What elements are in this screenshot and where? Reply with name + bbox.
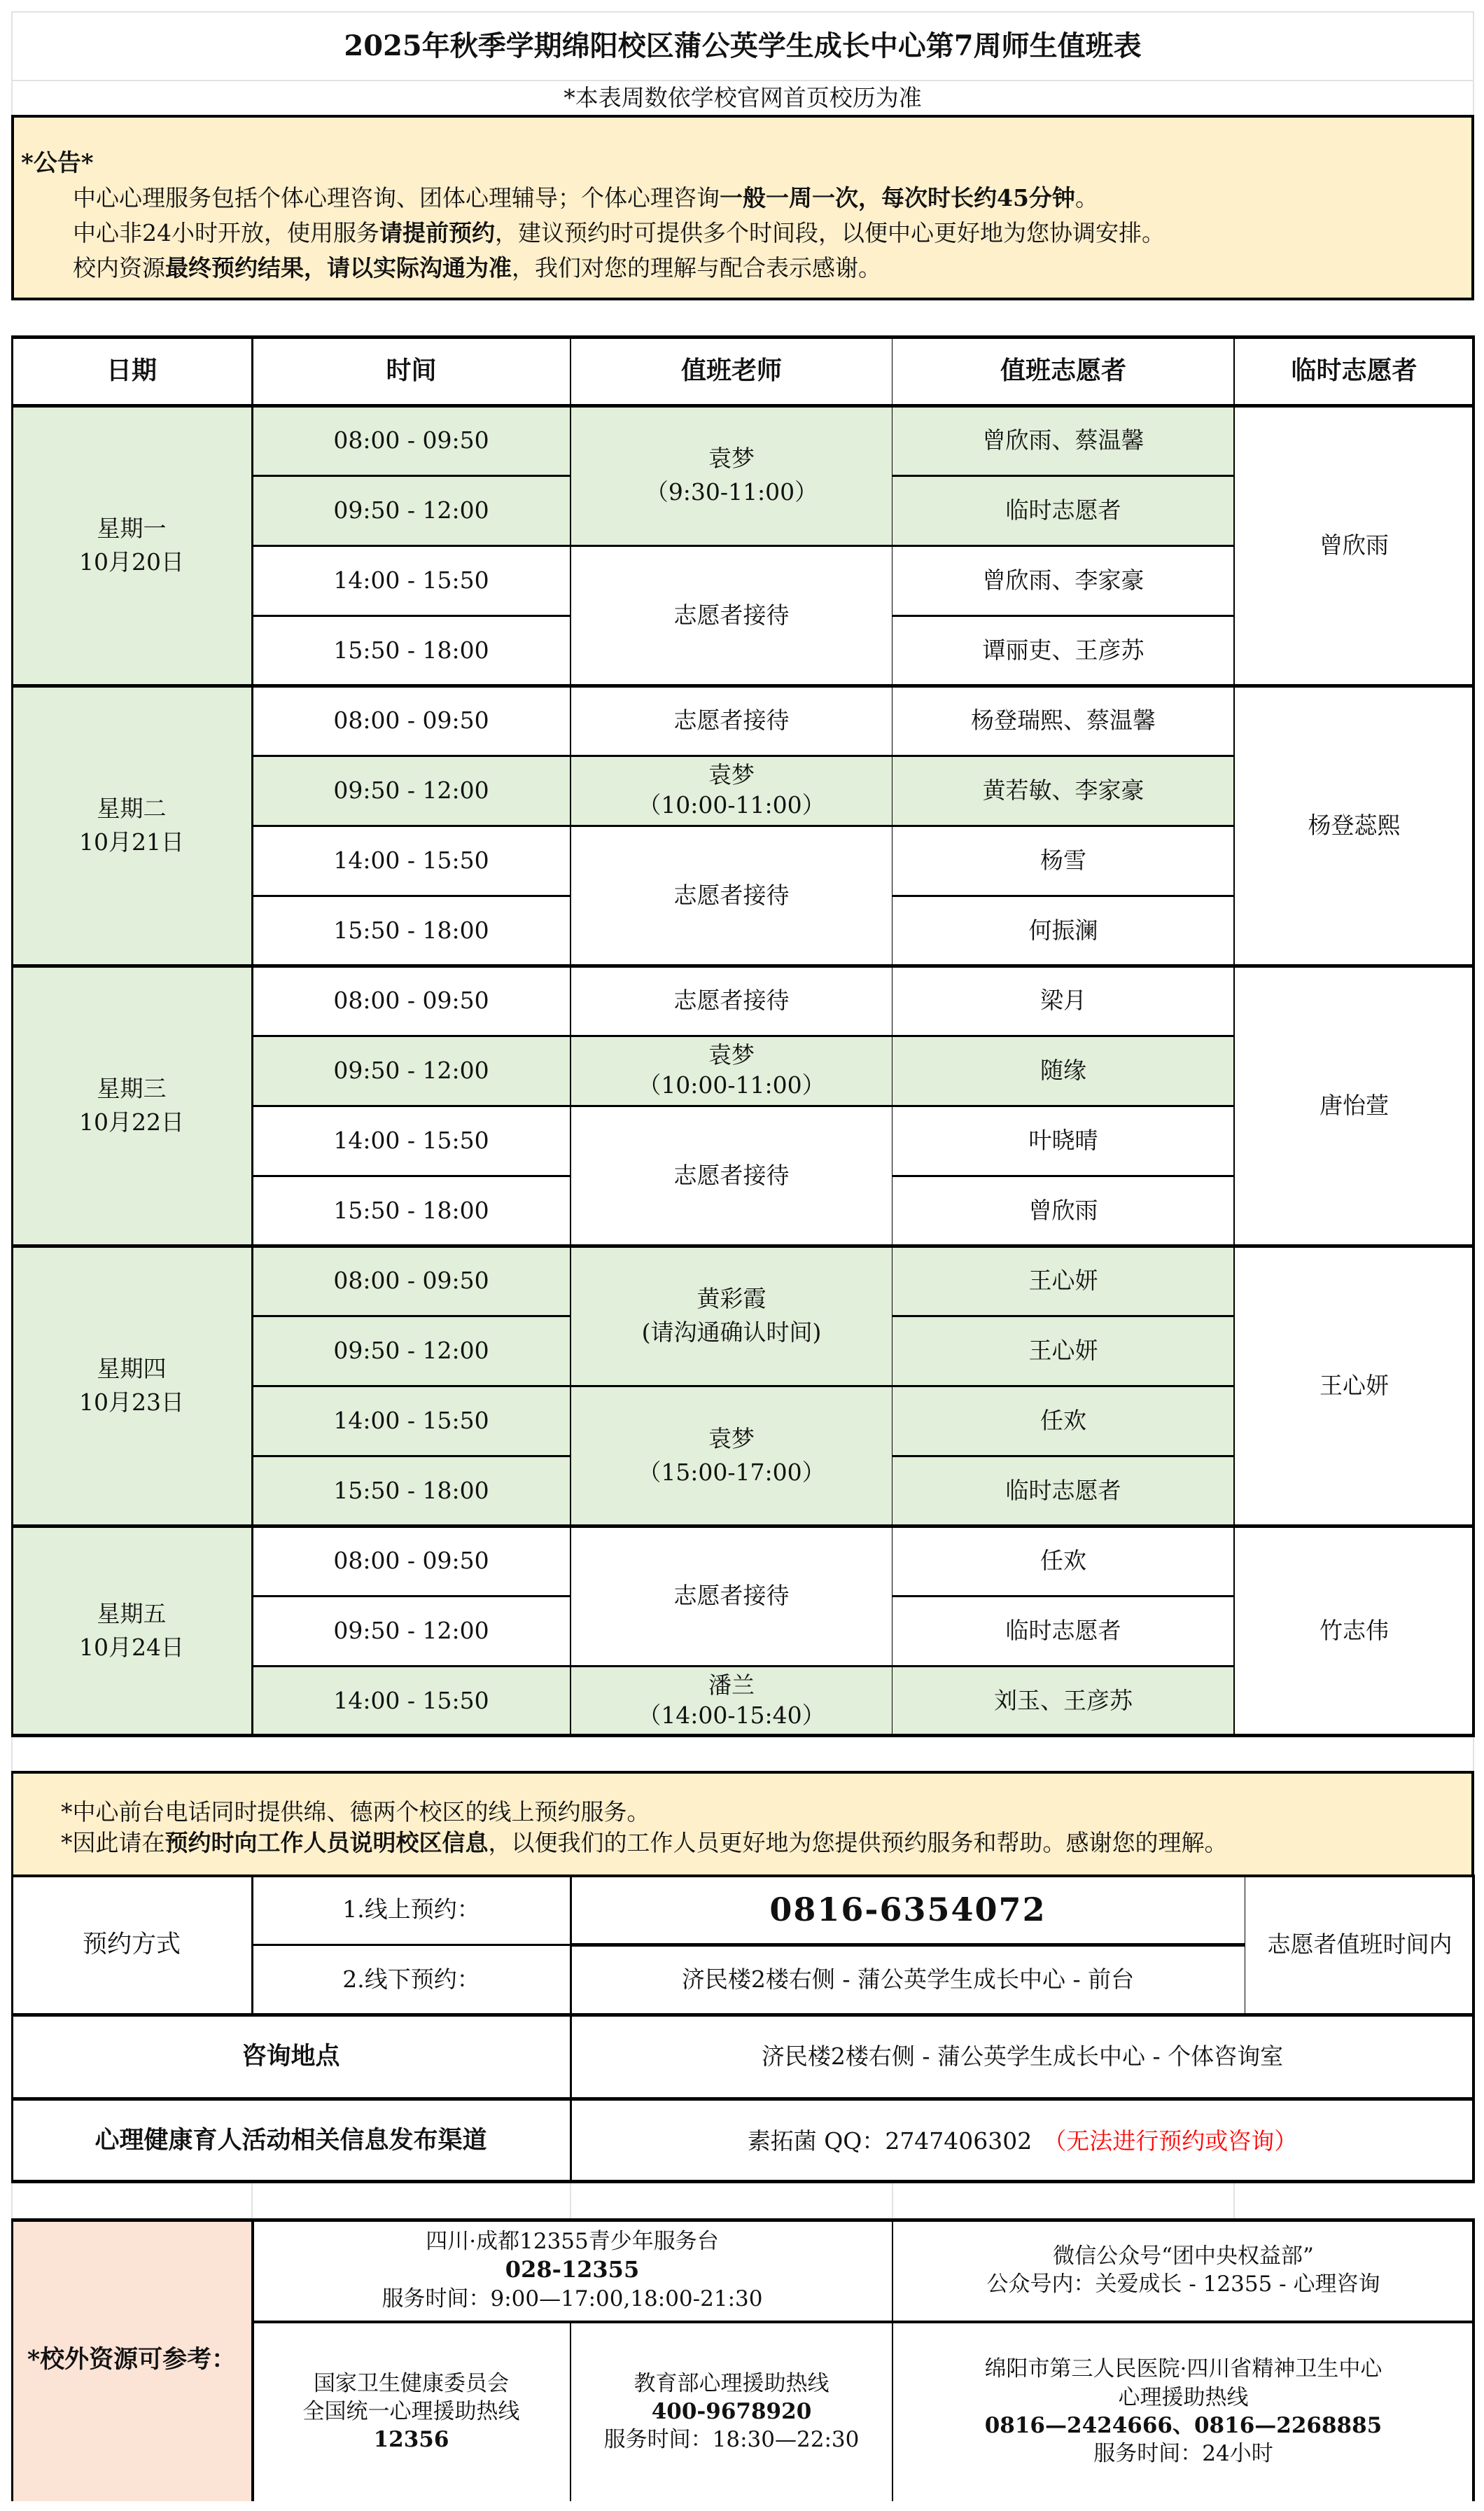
resource-hours: 服务时间：18:30—22:30 xyxy=(603,2427,860,2453)
border xyxy=(1472,2218,1475,2501)
notice2-emphasis: 预约时向工作人员说明校区信息 xyxy=(164,1829,489,1856)
border xyxy=(892,2218,893,2501)
border xyxy=(892,1455,1234,1457)
border xyxy=(11,2180,1474,2183)
volunteer-cell: 刘玉、王彦苏 xyxy=(892,1666,1234,1736)
teacher-cell xyxy=(570,686,892,756)
time-slot: 15:50 - 18:00 xyxy=(252,615,570,686)
border xyxy=(252,825,570,827)
border xyxy=(892,825,1234,827)
time-slot: 15:50 - 18:00 xyxy=(252,1176,570,1246)
border xyxy=(11,404,1474,408)
grid-line xyxy=(1233,2183,1235,2218)
border xyxy=(11,1874,13,2183)
teacher-cell xyxy=(570,1666,892,1736)
teacher-name: 志愿者接待 xyxy=(673,1582,790,1610)
teacher-hours: (请沟通确认时间) xyxy=(641,1319,822,1346)
border xyxy=(252,1105,570,1107)
channel-label: 心理健康育人活动相关信息发布渠道 xyxy=(94,2126,487,2155)
day-cell-tuesday xyxy=(11,686,252,966)
notice-heading: *公告* xyxy=(21,149,94,177)
chengdu-12355-cell xyxy=(252,2218,892,2322)
border xyxy=(11,2013,1474,2017)
notice-line-1 xyxy=(21,181,1471,216)
day-cell-thursday xyxy=(11,1246,252,1526)
notice2-line-1: *中心前台电话同时提供绵、德两个校区的线上预约服务。 xyxy=(61,1798,650,1825)
border xyxy=(252,1035,570,1037)
border xyxy=(11,335,1474,339)
time-slot: 14:00 - 15:50 xyxy=(252,826,570,896)
volunteer-cell: 梁月 xyxy=(892,966,1234,1036)
teacher-name: 潘兰 xyxy=(708,1671,755,1699)
time-slot: 09:50 - 12:00 xyxy=(252,756,570,826)
notice-text: ，我们对您的理解与配合表示感谢。 xyxy=(512,254,881,281)
border xyxy=(892,475,1234,477)
notice-line-2 xyxy=(21,216,1471,251)
teacher-hours: （14:00-15:40） xyxy=(638,1702,825,1729)
border xyxy=(570,545,892,547)
header-volunteer: 值班志愿者 xyxy=(892,335,1234,405)
notice2-text: *因此请在 xyxy=(61,1829,165,1856)
resource-hours: 服务时间：9:00—17:00,18:00-21:30 xyxy=(382,2286,763,2311)
wechat-cell xyxy=(892,2218,1474,2322)
day-label: 星期一 xyxy=(97,515,167,543)
booking-phone[interactable]: 0816-6354072 xyxy=(769,1890,1046,1928)
teacher-cell xyxy=(570,545,892,686)
date-label: 10月23日 xyxy=(79,1389,184,1416)
border xyxy=(892,895,1234,897)
time-slot: 08:00 - 09:50 xyxy=(252,966,570,1036)
time-slot: 14:00 - 15:50 xyxy=(252,545,570,615)
teacher-name: 袁梦 xyxy=(708,1425,755,1453)
notice-text: 中心心理服务包括个体心理咨询、团体心理辅导；个体心理咨询 xyxy=(73,184,720,211)
channel-qq[interactable]: 素拓菌 QQ：2747406302 xyxy=(747,2127,1032,2155)
border xyxy=(892,1035,1234,1037)
grid-line xyxy=(892,2183,893,2218)
border xyxy=(892,615,1234,617)
border xyxy=(570,1105,892,1107)
day-cell-wednesday xyxy=(11,966,252,1246)
page-subtitle: *本表周数依学校官网首页校历为准 xyxy=(564,84,922,112)
notice-text: ，建议预约时可提供多个时间段，以便中心更好地为您协调安排。 xyxy=(495,219,1165,246)
border xyxy=(252,1175,570,1177)
resource-name: 教育部心理援助热线 xyxy=(634,2370,830,2396)
border xyxy=(252,1385,570,1387)
border xyxy=(252,895,570,897)
day-label: 星期三 xyxy=(97,1075,167,1103)
teacher-hours: （15:00-17:00） xyxy=(638,1459,825,1486)
resource-name: 心理援助热线 xyxy=(1118,2384,1249,2410)
time-slot: 08:00 - 09:50 xyxy=(252,1246,570,1316)
volunteer-cell: 随缘 xyxy=(892,1036,1234,1106)
border xyxy=(252,615,570,617)
time-slot: 09:50 - 12:00 xyxy=(252,1036,570,1106)
border xyxy=(11,1244,1474,1248)
resource-name: 全国统一心理援助热线 xyxy=(302,2398,520,2424)
grid-line xyxy=(1473,1737,1474,1771)
time-slot: 14:00 - 15:50 xyxy=(252,1666,570,1736)
temp-volunteer-cell: 竹志伟 xyxy=(1234,1526,1474,1736)
notice-emphasis: 请提前预约 xyxy=(379,219,495,246)
channel-value xyxy=(570,2099,1474,2183)
resource-phone[interactable]: 12356 xyxy=(373,2427,449,2453)
border xyxy=(892,1105,1234,1107)
volunteer-cell: 曾欣雨、李家豪 xyxy=(892,545,1234,615)
volunteer-cell: 何振澜 xyxy=(892,896,1234,966)
date-label: 10月22日 xyxy=(79,1108,184,1136)
moe-hotline-cell xyxy=(570,2322,892,2501)
teacher-cell xyxy=(570,1526,892,1666)
border xyxy=(892,545,1234,547)
notice-text: 。 xyxy=(1074,184,1098,211)
time-slot: 09:50 - 12:00 xyxy=(252,1316,570,1386)
teacher-cell xyxy=(570,1036,892,1106)
offline-booking-location: 济民楼2楼右侧 - 蒲公英学生成长中心 - 前台 xyxy=(681,1966,1135,1994)
teacher-cell xyxy=(570,1386,892,1526)
border xyxy=(11,2218,1474,2222)
border xyxy=(892,1665,1234,1667)
teacher-name: 志愿者接待 xyxy=(673,601,790,630)
border xyxy=(11,2218,13,2501)
location-value: 济民楼2楼右侧 - 蒲公英学生成长中心 - 个体咨询室 xyxy=(761,2043,1284,2071)
time-slot: 15:50 - 18:00 xyxy=(252,1456,570,1526)
location-label: 咨询地点 xyxy=(241,2041,340,2071)
temp-volunteer-cell: 王心妍 xyxy=(1234,1246,1474,1526)
teacher-hours: （9:30-11:00） xyxy=(645,478,818,506)
border xyxy=(252,545,570,547)
border xyxy=(252,1665,570,1667)
border xyxy=(570,755,892,757)
grid-line xyxy=(251,2183,253,2218)
resource-phone[interactable]: 0816—2424666、0816—2268885 xyxy=(984,2413,1382,2438)
header-date: 日期 xyxy=(11,335,252,405)
day-label: 星期五 xyxy=(97,1600,167,1628)
teacher-cell xyxy=(570,826,892,966)
teacher-name: 志愿者接待 xyxy=(673,987,790,1015)
resource-name: 微信公众号“团中央权益部” xyxy=(1053,2243,1314,2269)
notice2-line-2 xyxy=(61,1828,1471,1858)
day-label: 星期四 xyxy=(97,1355,167,1383)
header-time: 时间 xyxy=(252,335,570,405)
time-slot: 14:00 - 15:50 xyxy=(252,1386,570,1456)
volunteer-cell: 曾欣雨、蔡温馨 xyxy=(892,405,1234,475)
border xyxy=(570,1943,1245,1947)
border xyxy=(252,1595,570,1597)
border xyxy=(252,475,570,477)
border xyxy=(570,825,892,827)
notice-line-3 xyxy=(21,251,1471,286)
resource-name: 四川·成都12355青少年服务台 xyxy=(426,2228,719,2254)
time-slot: 14:00 - 15:50 xyxy=(252,1106,570,1176)
volunteer-cell: 王心妍 xyxy=(892,1316,1234,1386)
resource-name: 国家卫生健康委员会 xyxy=(314,2370,509,2396)
border xyxy=(570,1874,572,2183)
border xyxy=(892,1175,1234,1177)
teacher-name: 袁梦 xyxy=(708,761,755,789)
border xyxy=(251,1874,253,2015)
day-label: 星期二 xyxy=(97,795,167,823)
info-table xyxy=(11,1874,1474,2183)
temp-volunteer-cell: 杨登蕊熙 xyxy=(1234,686,1474,966)
teacher-name: 黄彩霞 xyxy=(696,1285,766,1313)
grid-line xyxy=(11,2183,13,2218)
teacher-cell xyxy=(570,756,892,826)
border xyxy=(11,964,1474,968)
time-slot: 08:00 - 09:50 xyxy=(252,686,570,756)
notice2-box xyxy=(11,1771,1474,1876)
schedule-table xyxy=(11,335,1474,1737)
resource-phone[interactable]: 028-12355 xyxy=(505,2256,640,2283)
volunteer-cell: 任欢 xyxy=(892,1526,1234,1596)
border xyxy=(11,1734,1474,1737)
day-cell-monday xyxy=(11,405,252,686)
grid-line xyxy=(11,1737,13,1771)
date-label: 10月21日 xyxy=(79,828,184,856)
notice-emphasis: 最终预约结果，请以实际沟通为准 xyxy=(165,254,512,281)
volunteer-cell: 叶晓晴 xyxy=(892,1106,1234,1176)
time-slot: 15:50 - 18:00 xyxy=(252,896,570,966)
border xyxy=(11,1874,1474,1877)
teacher-cell xyxy=(570,405,892,545)
day-cell-friday xyxy=(11,1526,252,1736)
offline-booking-label: 2.线下预约： xyxy=(342,1966,480,1994)
teacher-cell xyxy=(570,966,892,1036)
volunteer-cell: 杨雪 xyxy=(892,826,1234,896)
border xyxy=(570,2322,571,2501)
volunteer-cell: 临时志愿者 xyxy=(892,1456,1234,1526)
teacher-hours: （10:00-11:00） xyxy=(638,1071,825,1099)
volunteer-cell: 黄若敏、李家豪 xyxy=(892,756,1234,826)
border xyxy=(252,1315,570,1317)
grid-line xyxy=(570,2183,571,2218)
channel-warning: （无法进行预约或咨询） xyxy=(1043,2127,1298,2155)
volunteer-cell: 杨登瑞熙、蔡温馨 xyxy=(892,686,1234,756)
time-slot: 08:00 - 09:50 xyxy=(252,1526,570,1596)
border xyxy=(11,2097,1474,2101)
time-slot: 08:00 - 09:50 xyxy=(252,405,570,475)
volunteer-cell: 临时志愿者 xyxy=(892,1596,1234,1666)
booking-availability: 志愿者值班时间内 xyxy=(1267,1931,1452,1959)
resource-path: 公众号内：关爱成长 - 12355 - 心理咨询 xyxy=(986,2272,1380,2297)
volunteer-cell: 任欢 xyxy=(892,1386,1234,1456)
border xyxy=(11,1524,1474,1528)
teacher-name: 志愿者接待 xyxy=(673,707,790,735)
notice-text: 校内资源 xyxy=(73,254,165,281)
border xyxy=(251,2218,254,2501)
external-label: *校外资源可参考： xyxy=(11,2218,252,2501)
external-resources xyxy=(11,2218,1474,2501)
border xyxy=(892,1315,1234,1317)
border xyxy=(892,1595,1234,1597)
notice-text: 中心非24小时开放，使用服务 xyxy=(73,219,379,246)
booking-label: 预约方式 xyxy=(82,1930,181,1959)
temp-volunteer-cell: 唐怡萱 xyxy=(1234,966,1474,1246)
teacher-name: 袁梦 xyxy=(708,445,755,473)
border xyxy=(892,755,1234,757)
notice-emphasis: 一般一周一次，每次时长约45分钟 xyxy=(720,184,1075,211)
teacher-name: 志愿者接待 xyxy=(673,882,790,910)
teacher-cell xyxy=(570,1106,892,1246)
border xyxy=(1472,1874,1475,2183)
notice2-text: ，以便我们的工作人员更好地为您提供预约服务和帮助。感谢您的理解。 xyxy=(488,1829,1228,1856)
volunteer-cell: 王心妍 xyxy=(892,1246,1234,1316)
border xyxy=(252,755,570,757)
border xyxy=(252,1455,570,1457)
teacher-cell xyxy=(570,1246,892,1386)
nhc-hotline-cell xyxy=(252,2322,570,2501)
time-slot: 09:50 - 12:00 xyxy=(252,475,570,545)
resource-phone[interactable]: 400-9678920 xyxy=(651,2398,812,2424)
volunteer-cell: 曾欣雨 xyxy=(892,1176,1234,1246)
teacher-name: 志愿者接待 xyxy=(673,1162,790,1190)
header-teacher: 值班老师 xyxy=(570,335,892,405)
header-temp-volunteer: 临时志愿者 xyxy=(1234,335,1474,405)
border xyxy=(570,1385,892,1387)
resource-hours: 服务时间：24小时 xyxy=(1093,2441,1273,2467)
border xyxy=(252,1944,570,1946)
teacher-hours: （10:00-11:00） xyxy=(638,791,825,819)
temp-volunteer-cell: 曾欣雨 xyxy=(1234,405,1474,686)
volunteer-cell: 谭丽吏、王彦苏 xyxy=(892,615,1234,686)
border xyxy=(570,1665,892,1667)
online-booking-label: 1.线上预约： xyxy=(342,1896,480,1924)
date-label: 10月20日 xyxy=(79,548,184,576)
resource-name: 绵阳市第三人民医院·四川省精神卫生中心 xyxy=(984,2356,1382,2382)
border xyxy=(892,1385,1234,1387)
date-label: 10月24日 xyxy=(79,1634,184,1661)
page-title: 2025年秋季学期绵阳校区蒲公英学生成长中心第7周师生值班表 xyxy=(344,29,1142,62)
volunteer-cell: 临时志愿者 xyxy=(892,475,1234,545)
time-slot: 09:50 - 12:00 xyxy=(252,1596,570,1666)
teacher-name: 袁梦 xyxy=(708,1041,755,1069)
notice-box xyxy=(11,115,1474,300)
border xyxy=(11,684,1474,688)
border xyxy=(570,1035,892,1037)
grid-line xyxy=(1473,11,1474,116)
hospital-hotline-cell xyxy=(892,2322,1474,2501)
border xyxy=(252,2321,1474,2323)
